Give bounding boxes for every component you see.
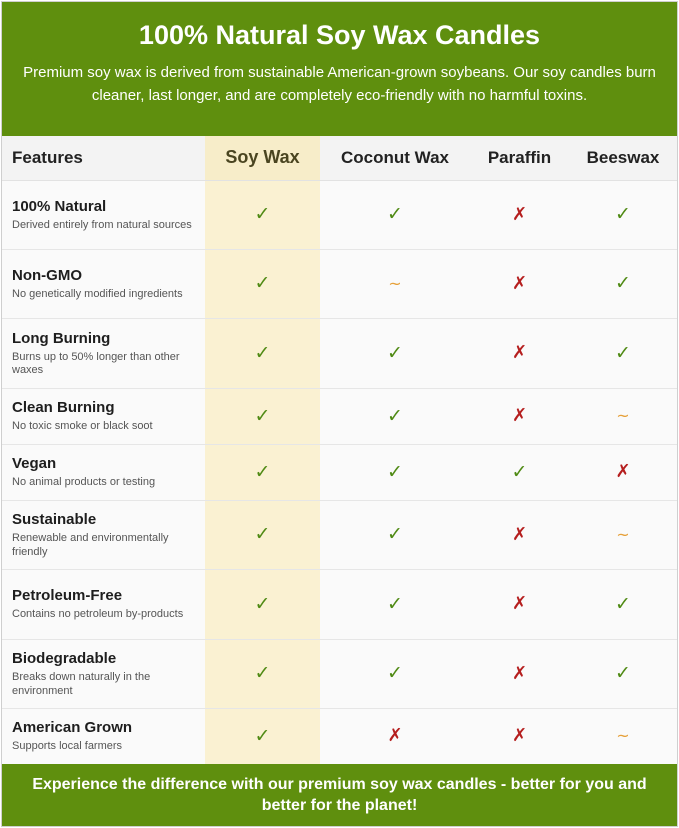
feature-cell bbox=[2, 318, 205, 388]
feature-title: American Grown bbox=[12, 719, 133, 737]
coconut-wax-cell bbox=[320, 500, 470, 569]
soy-wax-cell bbox=[205, 500, 320, 569]
table-row bbox=[2, 639, 677, 708]
table-row bbox=[2, 180, 677, 249]
beeswax-cell bbox=[569, 500, 677, 569]
feature-description: Derived entirely from natural sources bbox=[12, 218, 192, 231]
coconut-wax-cell bbox=[320, 180, 470, 249]
column-header-beeswax: Beeswax bbox=[569, 136, 677, 180]
check-icon: ✓ bbox=[254, 404, 271, 427]
feature-cell bbox=[2, 388, 205, 444]
beeswax-cell bbox=[569, 639, 677, 708]
check-icon: ✓ bbox=[254, 724, 271, 747]
feature-description: No toxic smoke or black soot bbox=[12, 420, 153, 433]
coconut-wax-cell bbox=[320, 569, 470, 639]
feature-title: Long Burning bbox=[12, 329, 111, 347]
paraffin-cell bbox=[470, 569, 569, 639]
feature-cell bbox=[2, 569, 205, 639]
column-header-coconut-wax: Coconut Wax bbox=[320, 136, 470, 180]
beeswax-cell bbox=[569, 444, 677, 500]
soy-wax-cell bbox=[205, 249, 320, 318]
comparison-table bbox=[2, 136, 677, 765]
check-icon: ✓ bbox=[387, 341, 403, 364]
cross-icon: ✗ bbox=[511, 593, 528, 614]
coconut-wax-cell bbox=[320, 388, 470, 444]
paraffin-cell bbox=[470, 708, 569, 764]
table-row bbox=[2, 318, 677, 388]
beeswax-cell bbox=[569, 318, 677, 388]
check-icon: ✓ bbox=[387, 523, 403, 545]
partial-icon: ~ bbox=[616, 726, 630, 745]
feature-title: Sustainable bbox=[12, 511, 97, 528]
feature-title: Biodegradable bbox=[12, 650, 117, 667]
check-icon: ✓ bbox=[254, 460, 271, 483]
cross-icon: ✗ bbox=[511, 203, 528, 225]
page-title: 100% Natural Soy Wax Candles bbox=[138, 20, 541, 50]
feature-cell bbox=[2, 444, 205, 500]
check-icon: ✓ bbox=[254, 203, 271, 225]
feature-cell bbox=[2, 180, 205, 249]
check-icon: ✓ bbox=[387, 203, 403, 225]
soy-wax-cell bbox=[205, 708, 320, 764]
header-banner bbox=[2, 2, 677, 136]
table-row bbox=[2, 444, 677, 500]
feature-description: Renewable and environmentally friendly bbox=[12, 532, 169, 558]
cross-icon: ✗ bbox=[511, 725, 528, 746]
paraffin-cell bbox=[470, 180, 569, 249]
soy-wax-cell bbox=[205, 444, 320, 500]
check-icon: ✓ bbox=[254, 272, 271, 294]
cross-icon: ✗ bbox=[615, 461, 631, 482]
coconut-wax-cell bbox=[320, 318, 470, 388]
feature-title: Non-GMO bbox=[12, 266, 82, 284]
cross-icon: ✗ bbox=[511, 342, 528, 363]
partial-icon: ~ bbox=[616, 524, 630, 544]
check-icon: ✓ bbox=[615, 341, 631, 364]
check-icon: ✓ bbox=[387, 460, 403, 483]
footer-text: Experience the difference with our premium soy wax candles - better for you and better for the planet! bbox=[32, 776, 647, 814]
beeswax-cell bbox=[569, 708, 677, 764]
feature-title: Clean Burning bbox=[12, 399, 115, 417]
check-icon: ✓ bbox=[254, 662, 271, 684]
column-header-features: Features bbox=[2, 136, 205, 180]
check-icon: ✓ bbox=[254, 341, 271, 364]
feature-title: Petroleum-Free bbox=[12, 587, 123, 605]
table-body bbox=[2, 180, 677, 764]
check-icon: ✓ bbox=[254, 523, 271, 545]
table-row bbox=[2, 388, 677, 444]
cross-icon: ✗ bbox=[511, 272, 528, 294]
coconut-wax-cell bbox=[320, 444, 470, 500]
feature-title: 100% Natural bbox=[12, 197, 107, 215]
paraffin-cell bbox=[470, 249, 569, 318]
partial-icon: ~ bbox=[388, 273, 402, 293]
coconut-wax-cell bbox=[320, 249, 470, 318]
column-header-soy-wax: Soy Wax bbox=[205, 136, 320, 180]
coconut-wax-cell bbox=[320, 708, 470, 764]
feature-title: Vegan bbox=[12, 455, 57, 473]
soy-wax-cell bbox=[205, 318, 320, 388]
coconut-wax-cell bbox=[320, 639, 470, 708]
feature-cell bbox=[2, 500, 205, 569]
paraffin-cell bbox=[470, 500, 569, 569]
cross-icon: ✗ bbox=[511, 662, 528, 684]
table-row bbox=[2, 708, 677, 764]
feature-cell bbox=[2, 249, 205, 318]
paraffin-cell bbox=[470, 388, 569, 444]
check-icon: ✓ bbox=[615, 592, 631, 615]
check-icon: ✓ bbox=[387, 592, 403, 615]
feature-description: Supports local farmers bbox=[12, 740, 123, 753]
table-row bbox=[2, 500, 677, 569]
soy-wax-cell bbox=[205, 639, 320, 708]
column-header-paraffin: Paraffin bbox=[470, 136, 569, 180]
footer-banner bbox=[2, 764, 677, 826]
beeswax-cell bbox=[569, 249, 677, 318]
soy-wax-cell bbox=[205, 180, 320, 249]
page-subtitle: Premium soy wax is derived from sustainable American-grown soybeans. Our soy candles burn cleaner, last longer, and are completely eco-friendly with no harmful toxins. bbox=[23, 64, 656, 104]
partial-icon: ~ bbox=[616, 406, 630, 425]
check-icon: ✓ bbox=[387, 662, 403, 684]
cross-icon: ✗ bbox=[511, 523, 528, 545]
comparison-card bbox=[1, 1, 678, 827]
check-icon: ✓ bbox=[615, 662, 631, 684]
beeswax-cell bbox=[569, 569, 677, 639]
feature-description: Contains no petroleum by-products bbox=[12, 608, 184, 621]
paraffin-cell bbox=[470, 318, 569, 388]
feature-description: No animal products or testing bbox=[12, 476, 156, 489]
check-icon: ✓ bbox=[615, 203, 631, 225]
feature-description: Breaks down naturally in the environment bbox=[12, 671, 151, 697]
check-icon: ✓ bbox=[615, 272, 631, 294]
check-icon: ✓ bbox=[387, 404, 403, 427]
soy-wax-cell bbox=[205, 569, 320, 639]
beeswax-cell bbox=[569, 388, 677, 444]
table-header-row bbox=[2, 136, 677, 180]
check-icon: ✓ bbox=[511, 460, 528, 483]
cross-icon: ✗ bbox=[387, 725, 403, 746]
paraffin-cell bbox=[470, 444, 569, 500]
check-icon: ✓ bbox=[254, 592, 271, 615]
feature-cell bbox=[2, 708, 205, 764]
table-row bbox=[2, 569, 677, 639]
soy-wax-cell bbox=[205, 388, 320, 444]
paraffin-cell bbox=[470, 639, 569, 708]
feature-cell bbox=[2, 639, 205, 708]
beeswax-cell bbox=[569, 180, 677, 249]
feature-description: No genetically modified ingredients bbox=[12, 287, 183, 300]
cross-icon: ✗ bbox=[511, 405, 528, 426]
table-row bbox=[2, 249, 677, 318]
feature-description: Burns up to 50% longer than other waxes bbox=[12, 350, 180, 376]
